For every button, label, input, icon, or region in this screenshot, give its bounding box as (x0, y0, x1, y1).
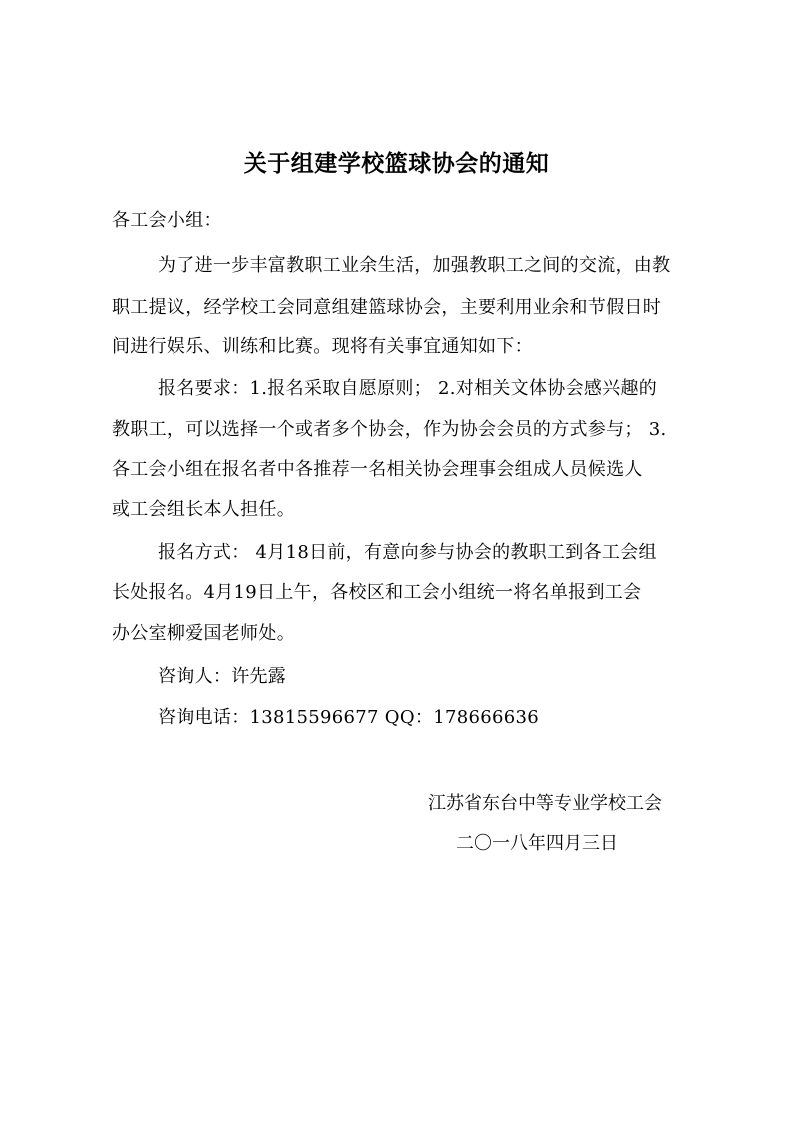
signature-organization: 江苏省东台中等专业学校工会 (428, 793, 662, 814)
paragraph-line: 长处报名。4月19日上午，各校区和工会小组统一将名单报到工会 (112, 582, 642, 603)
paragraph-line: 间进行娱乐、训练和比赛。现将有关事宜通知如下： (112, 336, 533, 357)
contact-phone: 咨询电话：13815596677 QQ：178666636 (158, 707, 539, 728)
signature-date: 二〇一八年四月三日 (456, 833, 618, 854)
paragraph-line: 职工提议，经学校工会同意组建篮球协会，主要利用业余和节假日时 (112, 297, 661, 318)
paragraph-line: 各工会小组在报名者中各推荐一名相关协会理事会组成人员候选人 (112, 459, 643, 480)
paragraph-line: 或工会组长本人担任。 (112, 499, 295, 520)
document-title: 关于组建学校篮球协会的通知 (243, 150, 550, 177)
paragraph-line: 办公室柳爱国老师处。 (112, 623, 295, 644)
paragraph-line: 报名方式： 4月18日前，有意向参与协会的教职工到各工会组 (158, 542, 657, 563)
salutation: 各工会小组： (112, 210, 222, 231)
contact-person: 咨询人：许先露 (158, 666, 287, 687)
paragraph-line: 教职工，可以选择一个或者多个协会，作为协会会员的方式参与； 3. (112, 419, 667, 440)
paragraph-line: 为了进一步丰富教职工业余生活，加强教职工之间的交流，由教 (158, 255, 671, 276)
paragraph-line: 报名要求：1.报名采取自愿原则； 2.对相关文体协会感兴趣的 (158, 378, 658, 399)
